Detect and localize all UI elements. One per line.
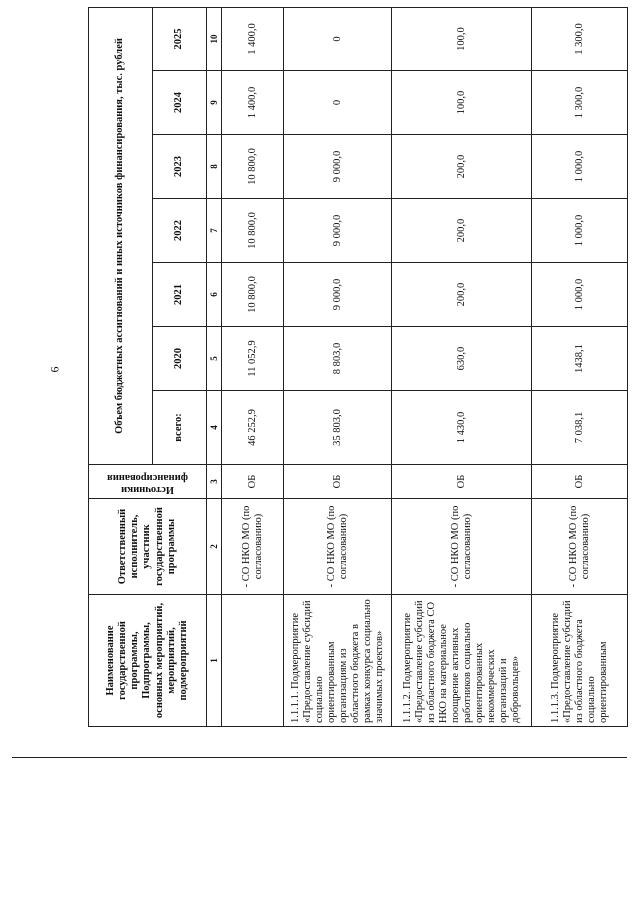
table-row: [392, 7, 532, 726]
header-year: 2025: [153, 7, 207, 70]
header-year: 2022: [153, 199, 207, 263]
row-value: 1 400,0: [222, 71, 284, 135]
row-value: 11 052,9: [222, 327, 284, 391]
row-value: 9 000,0: [284, 135, 392, 199]
col-number: 1: [207, 595, 222, 727]
divider-line: [12, 757, 627, 758]
row-executor: - СО НКО МО (по согласованию): [392, 499, 532, 595]
row-name: 1.1.1.2. Подмероприятие «Предоставление субсидий из областного бюджета СО НКО на материальное поощрение активных работников социально ориентированных некоммерческих организаций и добровольцев»: [392, 595, 532, 727]
table-row: [284, 7, 392, 726]
row-executor: - СО НКО МО (по согласованию): [284, 499, 392, 595]
col-number: 3: [207, 465, 222, 499]
row-value: 35 803,0: [284, 391, 392, 465]
row-value: 0: [284, 7, 392, 70]
row-source: ОБ: [284, 465, 392, 499]
row-value: 1 300,0: [532, 71, 628, 135]
row-source: ОБ: [392, 465, 532, 499]
header-executor: Ответственный исполнитель, участник государственной программы: [89, 499, 207, 595]
header-year: 2020: [153, 327, 207, 391]
col-number: 4: [207, 391, 222, 465]
row-value: 200,0: [392, 263, 532, 327]
col-number: 6: [207, 263, 222, 327]
header-year: всего:: [153, 391, 207, 465]
row-value: 46 252,9: [222, 391, 284, 465]
col-number: 7: [207, 199, 222, 263]
row-name: [222, 595, 284, 727]
row-value: 9 000,0: [284, 199, 392, 263]
row-value: 1 400,0: [222, 7, 284, 70]
row-value: 0: [284, 71, 392, 135]
row-value: 200,0: [392, 199, 532, 263]
header-name: Наименование государственной программы, Подпрограммы, основных мероприятий, мероприятий, подмероприятий: [89, 595, 207, 727]
col-number: 9: [207, 71, 222, 135]
row-value: 1 000,0: [532, 199, 628, 263]
header-year: 2023: [153, 135, 207, 199]
row-value: 10 800,0: [222, 199, 284, 263]
row-value: 1 000,0: [532, 135, 628, 199]
row-value: 1 300,0: [532, 7, 628, 70]
row-value: 7 038,1: [532, 391, 628, 465]
row-value: 10 800,0: [222, 135, 284, 199]
row-value: 1438,1: [532, 327, 628, 391]
row-value: 200,0: [392, 135, 532, 199]
header-year: 2024: [153, 71, 207, 135]
table-row: [532, 7, 628, 726]
col-number: 2: [207, 499, 222, 595]
header-volume: Объем бюджетных ассигнований и иных источников финансирования, тыс. рублей: [89, 7, 153, 464]
table-row: [222, 7, 284, 726]
row-value: 10 800,0: [222, 263, 284, 327]
row-name: 1.1.1.3. Подмероприятие «Предоставление субсидий из областного бюджета социально ориентированным: [532, 595, 628, 727]
col-number: 5: [207, 327, 222, 391]
col-number: 10: [207, 7, 222, 70]
col-number: 8: [207, 135, 222, 199]
row-value: 8 803,0: [284, 327, 392, 391]
row-name: 1.1.1.1. Подмероприятие «Предоставление субсидий социально ориентированным организациям из областного бюджета в рамках конкурса социально значимых проектов»: [284, 595, 392, 727]
header-year: 2021: [153, 263, 207, 327]
page-number: 6: [47, 366, 62, 373]
table-container: [88, 8, 640, 723]
row-executor: - СО НКО МО (по согласованию): [532, 499, 628, 595]
row-value: 100,0: [392, 71, 532, 135]
row-value: 100,0: [392, 7, 532, 70]
row-source: ОБ: [532, 465, 628, 499]
row-value: 1 430,0: [392, 391, 532, 465]
financing-table: [88, 7, 628, 727]
row-value: 1 000,0: [532, 263, 628, 327]
row-source: ОБ: [222, 465, 284, 499]
row-value: 9 000,0: [284, 263, 392, 327]
header-source: Источники финансирования: [89, 465, 207, 499]
row-value: 630,0: [392, 327, 532, 391]
row-executor: - СО НКО МО (по согласованию): [222, 499, 284, 595]
